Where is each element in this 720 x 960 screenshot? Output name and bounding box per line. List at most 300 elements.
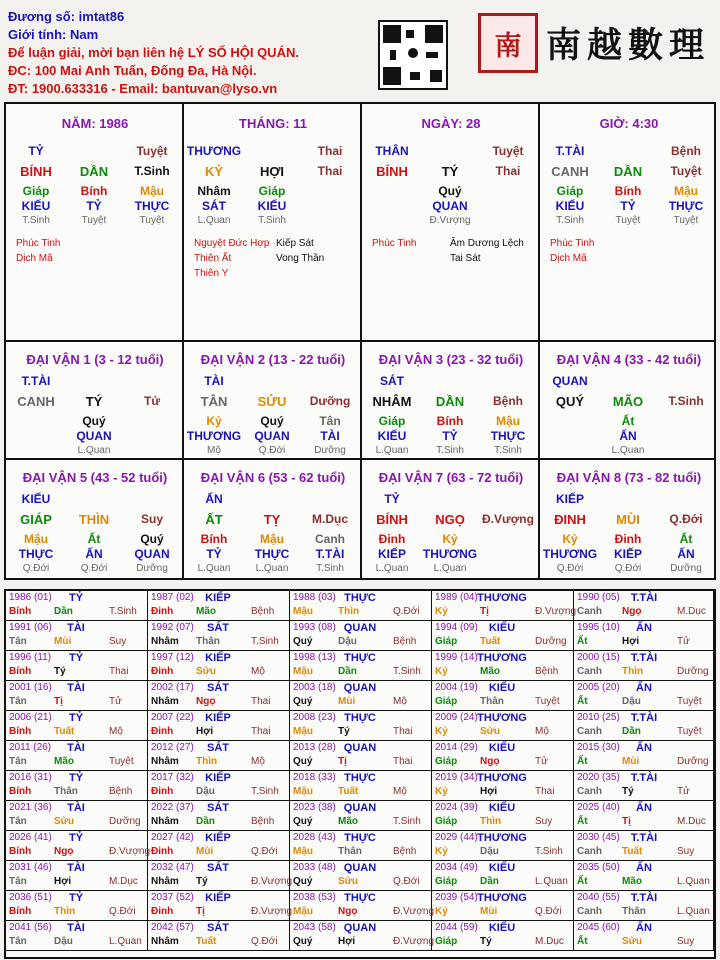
year-cell — [432, 861, 574, 891]
dai-van-2-text: TÀI — [320, 429, 340, 443]
year-stem: Đinh — [151, 606, 174, 617]
year-label: 2001 (16) — [9, 682, 52, 693]
year-branch: Dần — [338, 666, 357, 677]
dai-van-5-text: Quý — [140, 532, 164, 546]
year-branch: Tị — [480, 606, 489, 617]
year-phase: Tử — [677, 786, 690, 797]
year-cell — [148, 801, 290, 831]
year-stem: Bính — [9, 846, 32, 857]
year-god: THƯƠNG — [477, 652, 527, 664]
year-cell — [148, 891, 293, 921]
year-god: TÀI — [67, 802, 85, 814]
year-cell — [6, 801, 148, 831]
year-branch: Thìn — [338, 606, 360, 617]
year-branch: Tị — [54, 696, 63, 707]
year-stem: Kỷ — [435, 726, 448, 737]
year-cell — [574, 711, 714, 741]
year-stem: Ất — [577, 756, 588, 767]
year-cell — [148, 681, 290, 711]
dai-van-2-text: QUAN — [254, 429, 290, 443]
year-stem: Quý — [293, 936, 313, 947]
dai-van-4-title: ĐẠI VẬN 4 (33 - 42 tuổi) — [556, 352, 702, 367]
dai-van-8-text: ẤN — [677, 547, 695, 561]
pillar-4-text: DẦN — [613, 164, 643, 179]
year-god: TỶ — [68, 592, 84, 604]
year-label: 1996 (11) — [9, 652, 52, 663]
year-label: 2036 (51) — [9, 892, 52, 903]
dai-van-6-title: ĐẠI VẬN 6 (53 - 62 tuổi) — [200, 470, 346, 485]
year-label: 2003 (18) — [293, 682, 336, 693]
year-label: 2027 (42) — [151, 832, 194, 843]
year-branch: Tuất — [338, 786, 359, 797]
year-cell — [432, 741, 574, 771]
year-branch: Thân — [54, 786, 78, 797]
year-stem: Ất — [577, 936, 588, 947]
year-branch: Dần — [480, 876, 499, 887]
year-stem: Mậu — [293, 906, 313, 917]
pillar-2-text: SÁT — [202, 199, 226, 213]
year-label: 2004 (19) — [435, 682, 478, 693]
year-god: TỶ — [68, 832, 84, 844]
year-god: QUAN — [343, 802, 377, 814]
dai-van-2-text: SỬU — [257, 394, 287, 409]
year-stem: Ất — [577, 636, 588, 647]
year-phase: Q.Đới — [535, 906, 562, 917]
dai-van-4-text: ẤN — [619, 429, 637, 443]
pillar-2-star: Kiếp Sát — [276, 238, 314, 249]
pillar-3-star: Tai Sát — [450, 253, 481, 264]
dai-van-1-text: Tử — [143, 394, 161, 408]
dai-van-4-text: QUÝ — [555, 394, 585, 409]
year-cell — [574, 921, 714, 951]
year-phase: T.Sinh — [251, 636, 279, 647]
pillar-1-star: Dịch Mã — [16, 253, 53, 264]
pillar-3-text: THÂN — [375, 144, 409, 158]
dai-van-8-text: MÙI — [616, 512, 640, 527]
year-cell — [6, 741, 148, 771]
dai-van-2-text: Dưỡng — [314, 445, 346, 456]
year-phase: L.Quan — [677, 906, 710, 917]
dai-van-6-text: Canh — [315, 532, 345, 546]
year-god: ẤN — [636, 802, 652, 814]
year-label: 2012 (27) — [151, 742, 194, 753]
year-stem: Nhâm — [151, 936, 179, 947]
year-stem: Canh — [577, 786, 602, 797]
year-label: 2044 (59) — [435, 922, 478, 933]
year-stem: Ất — [577, 876, 588, 887]
dai-van-6-text: ẤN — [205, 492, 223, 506]
year-cell — [6, 831, 151, 861]
year-branch: Sửu — [480, 726, 501, 737]
year-branch: Hợi — [196, 726, 214, 737]
pillar-2-text: Thai — [317, 164, 343, 178]
year-god: THỰC — [344, 712, 376, 724]
year-branch: Sửu — [196, 666, 217, 677]
pillar-2-star: Vong Thần — [276, 253, 325, 264]
year-branch: Tý — [338, 726, 350, 737]
dai-van-3-text: Giáp — [378, 414, 406, 428]
year-label: 2043 (58) — [293, 922, 336, 933]
year-phase: Tuyệt — [109, 756, 134, 767]
year-branch: Ngọ — [196, 696, 216, 707]
year-label: 1988 (03) — [293, 592, 336, 603]
year-stem: Mậu — [293, 846, 313, 857]
year-cell — [148, 861, 293, 891]
year-god: THƯƠNG — [477, 592, 527, 604]
year-phase: T.Sinh — [393, 816, 421, 827]
year-cell — [432, 711, 574, 741]
year-branch: Mùi — [622, 756, 640, 767]
pillar-2-text: KỶ — [204, 164, 224, 179]
year-stem: Mậu — [293, 666, 313, 677]
year-label: 1994 (09) — [435, 622, 478, 633]
pillar-1-text: DẦN — [79, 164, 109, 179]
dai-van-2-text: Mộ — [207, 445, 221, 456]
year-stem: Quý — [293, 756, 313, 767]
year-stem: Nhâm — [151, 876, 179, 887]
year-cell — [6, 711, 148, 741]
year-god: KIẾU — [488, 862, 516, 874]
pillar-4-text: THỰC — [668, 199, 704, 213]
year-god: SÁT — [207, 922, 229, 934]
year-god: THỰC — [344, 832, 376, 844]
year-cell — [148, 741, 290, 771]
year-stem: Kỷ — [435, 846, 448, 857]
year-branch: Tuất — [480, 636, 501, 647]
year-cell — [574, 741, 714, 771]
dai-van-5-text: GIÁP — [20, 512, 52, 527]
year-label: 1991 (06) — [9, 622, 52, 633]
year-branch: Tuất — [622, 846, 643, 857]
year-label: 2028 (43) — [293, 832, 336, 843]
year-stem: Nhâm — [151, 636, 179, 647]
year-phase: Bệnh — [251, 816, 275, 827]
qr-code-icon[interactable] — [378, 20, 448, 90]
year-branch: Thìn — [622, 666, 644, 677]
year-phase: Thai — [109, 666, 129, 677]
year-label: 2002 (17) — [151, 682, 194, 693]
year-label: 2014 (29) — [435, 742, 478, 753]
year-god: ẤN — [636, 922, 652, 934]
year-cell — [6, 621, 148, 651]
year-phase: L.Quan — [677, 876, 710, 887]
dai-van-5-title: ĐẠI VẬN 5 (43 - 52 tuổi) — [22, 470, 168, 485]
year-stem: Đinh — [151, 906, 174, 917]
year-cell — [574, 621, 714, 651]
dai-van-7-text: TỶ — [384, 492, 400, 506]
year-branch: Mùi — [54, 636, 72, 647]
year-cell — [574, 861, 714, 891]
dai-van-6-text: M.Dục — [312, 512, 348, 526]
contact-note[interactable]: Để luận giải, mời bạn liên hệ LÝ SỐ HỘI QUÁN. — [8, 45, 299, 60]
year-phase: Suy — [677, 846, 695, 857]
year-stem: Canh — [577, 606, 602, 617]
dai-van-3-text: T.Sinh — [494, 445, 522, 456]
year-stem: Ất — [577, 816, 588, 827]
year-branch: Ngọ — [622, 606, 642, 617]
year-label: 2008 (23) — [293, 712, 336, 723]
pillar-4-text: Tuyệt — [615, 215, 641, 226]
year-god: SÁT — [207, 802, 229, 814]
dai-van-3-text: NHÂM — [372, 394, 412, 409]
pillar-2-title: THÁNG: 11 — [239, 116, 307, 131]
year-god: SÁT — [207, 682, 229, 694]
pillar-3-text: TÝ — [441, 164, 459, 179]
year-phase: Tuyệt — [677, 696, 702, 707]
year-stem: Quý — [293, 636, 313, 647]
pillar-2-text: HỢI — [259, 164, 285, 179]
year-branch: Dần — [196, 816, 215, 827]
year-god: KIẾP — [205, 892, 231, 904]
year-cell — [574, 771, 714, 801]
year-cell — [574, 591, 714, 621]
year-branch: Mão — [54, 756, 74, 767]
dai-van-8-text: KIẾP — [613, 547, 643, 561]
year-cell — [6, 591, 148, 621]
year-label: 2042 (57) — [151, 922, 194, 933]
year-stem: Đinh — [151, 666, 174, 677]
dai-van-5-text: Ất — [87, 532, 101, 546]
year-label: 2025 (40) — [577, 802, 620, 813]
year-label: 2007 (22) — [151, 712, 194, 723]
yearly-table — [4, 589, 716, 959]
pillar-1-text: Bính — [80, 184, 108, 198]
year-phase: Đ.Vượng — [251, 876, 293, 887]
year-label: 1998 (13) — [293, 652, 336, 663]
pillar-1-title: NĂM: 1986 — [61, 116, 129, 131]
year-cell — [574, 801, 714, 831]
year-stem: Kỷ — [435, 906, 448, 917]
year-branch: Thìn — [54, 906, 76, 917]
year-branch: Mão — [622, 876, 642, 887]
dai-van-6-text: Mậu — [260, 532, 284, 546]
year-stem: Canh — [577, 666, 602, 677]
pillar-4-text: CANH — [551, 164, 589, 179]
pillar-1-text: TỶ — [28, 144, 44, 158]
pillar-1-text: Tuyệt — [139, 215, 165, 226]
year-god: KIẾU — [488, 802, 516, 814]
dai-van-7-text: THƯƠNG — [422, 547, 478, 561]
year-phase: T.Sinh — [393, 666, 421, 677]
year-label: 2018 (33) — [293, 772, 336, 783]
year-phase: Tuyệt — [535, 696, 560, 707]
year-branch: Dậu — [622, 696, 641, 707]
year-phase: Q.Đới — [109, 906, 136, 917]
dai-van-1-text: L.Quan — [77, 445, 111, 456]
year-branch: Mùi — [480, 906, 498, 917]
dai-van-6-text: ẤT — [205, 512, 223, 527]
year-branch: Mão — [196, 606, 216, 617]
year-god: ẤN — [636, 682, 652, 694]
year-stem: Nhâm — [151, 756, 179, 767]
year-god: ẤN — [636, 742, 652, 754]
year-label: 2023 (38) — [293, 802, 336, 813]
year-cell — [6, 771, 148, 801]
year-branch: Thân — [622, 906, 646, 917]
seal-stamp: 南 — [478, 13, 538, 73]
dai-van-8-text: Q.Đới — [556, 563, 584, 574]
dai-van-7-text: L.Quan — [433, 563, 467, 574]
pillar-1-text: BÍNH — [20, 164, 52, 179]
year-label: 2031 (46) — [9, 862, 52, 873]
dai-van-8-text: Ất — [679, 532, 693, 546]
dai-van-3-text: SÁT — [380, 374, 404, 388]
dai-van-7-text: L.Quan — [375, 563, 409, 574]
year-phase: T.Sinh — [535, 846, 563, 857]
year-branch: Dậu — [480, 846, 499, 857]
year-god: QUAN — [343, 742, 377, 754]
year-branch: Hợi — [338, 936, 356, 947]
year-phase: L.Quan — [535, 876, 568, 887]
year-god: TỶ — [68, 772, 84, 784]
pillar-3-text: Đ.Vượng — [429, 215, 471, 226]
year-branch: Hợi — [622, 636, 640, 647]
dai-van-7-text: BÍNH — [376, 512, 408, 527]
year-phase: Suy — [535, 816, 553, 827]
dai-van-4-text: T.Sinh — [668, 394, 704, 408]
year-stem: Bính — [9, 606, 32, 617]
year-branch: Tý — [480, 936, 492, 947]
year-cell — [148, 831, 290, 861]
year-stem: Đinh — [151, 786, 174, 797]
pillar-1-text: T.Sinh — [22, 215, 50, 226]
year-phase: Q.Đới — [251, 846, 278, 857]
year-phase: M.Dục — [677, 816, 706, 827]
year-phase: T.Sinh — [109, 606, 137, 617]
year-phase: Bệnh — [535, 666, 559, 677]
year-branch: Thân — [196, 636, 220, 647]
year-cell — [290, 861, 432, 891]
year-stem: Kỷ — [435, 666, 448, 677]
brand-logo — [478, 10, 716, 76]
year-phase: Q.Đới — [393, 876, 420, 887]
year-cell — [6, 861, 148, 891]
year-label: 2024 (39) — [435, 802, 478, 813]
dai-van-8-text: Q.Đới — [669, 512, 703, 526]
year-label: 2009 (24) — [435, 712, 478, 723]
year-stem: Giáp — [435, 756, 458, 767]
pillar-4-text: Giáp — [556, 184, 584, 198]
pillar-4-star: Dịch Mã — [550, 253, 587, 264]
year-branch: Dần — [622, 726, 641, 737]
year-god: THỰC — [344, 592, 376, 604]
year-god: TỶ — [68, 892, 84, 904]
dai-van-8-text: Dưỡng — [670, 563, 702, 574]
dai-van-6-text: TỶ — [206, 547, 222, 561]
pillar-4-text: TỶ — [620, 199, 636, 213]
year-phase: Mộ — [393, 696, 407, 707]
year-phase: Tử — [109, 696, 122, 707]
year-phase: Dưỡng — [677, 666, 709, 677]
year-stem: Quý — [293, 696, 313, 707]
year-cell — [290, 741, 432, 771]
pillar-2-text: Giáp — [258, 184, 286, 198]
year-label: 2013 (28) — [293, 742, 336, 753]
year-branch: Tý — [54, 666, 66, 677]
year-phase: Tử — [677, 636, 690, 647]
phone-email[interactable]: ĐT: 1900.633316 - Email: bantuvan@lyso.vn — [8, 81, 278, 96]
year-branch: Sửu — [338, 876, 359, 887]
dai-van-5-text: THÌN — [78, 512, 110, 527]
year-stem: Giáp — [435, 936, 458, 947]
year-stem: Bính — [9, 906, 32, 917]
pillar-4-text: Bính — [614, 184, 642, 198]
dai-van-3-text: DẦN — [435, 394, 465, 409]
year-branch: Dậu — [338, 636, 357, 647]
year-branch: Dậu — [54, 936, 73, 947]
year-god: THƯƠNG — [477, 712, 527, 724]
year-god: KIẾU — [488, 922, 516, 934]
year-label: 2032 (47) — [151, 862, 194, 873]
year-cell — [432, 651, 574, 681]
year-label: 2037 (52) — [151, 892, 194, 903]
year-branch: Thìn — [480, 816, 502, 827]
year-cell — [432, 921, 574, 951]
year-label: 2020 (35) — [577, 772, 620, 783]
owner-name: Đương số: imtat86 — [8, 9, 125, 24]
dai-van-8-text: THƯƠNG — [542, 547, 598, 561]
year-label: 2033 (48) — [293, 862, 336, 873]
year-cell — [6, 651, 148, 681]
year-cell — [574, 681, 714, 711]
year-branch: Sửu — [622, 936, 643, 947]
pillar-4-title: GIỜ: 4:30 — [599, 116, 659, 131]
dai-van-6-text: T.Sinh — [316, 563, 344, 574]
dai-van-1-text: Quý — [82, 414, 106, 428]
year-label: 2026 (41) — [9, 832, 52, 843]
year-cell — [574, 831, 714, 861]
year-phase: M.Dục — [677, 606, 706, 617]
dai-van-3-text: Bính — [436, 414, 464, 428]
year-god: TÀI — [67, 862, 85, 874]
year-branch: Hợi — [480, 786, 498, 797]
year-phase: T.Sinh — [251, 786, 279, 797]
year-branch: Tuất — [196, 936, 217, 947]
year-cell — [290, 831, 432, 861]
year-god: THỰC — [344, 772, 376, 784]
dai-van-2-text: Kỷ — [206, 414, 222, 428]
dai-van-6-text: TỴ — [263, 512, 281, 527]
year-stem: Giáp — [435, 816, 458, 827]
year-branch: Dậu — [196, 786, 215, 797]
year-cell — [290, 771, 432, 801]
year-god: T.TÀI — [630, 832, 658, 844]
year-god: KIẾP — [205, 772, 231, 784]
year-label: 1987 (02) — [151, 592, 194, 603]
year-god: QUAN — [343, 682, 377, 694]
dai-van-8-title: ĐẠI VẬN 8 (73 - 82 tuổi) — [556, 470, 702, 485]
year-god: KIẾP — [205, 712, 231, 724]
dai-van-2-text: TÀI — [204, 374, 224, 388]
year-branch: Tý — [622, 786, 634, 797]
year-cell — [432, 801, 574, 831]
year-label: 2034 (49) — [435, 862, 478, 873]
year-god: TÀI — [67, 622, 85, 634]
year-stem: Ất — [577, 696, 588, 707]
dai-van-8-text: Q.Đới — [614, 563, 642, 574]
pillar-1-text: KIẾU — [21, 199, 51, 213]
year-branch: Tị — [338, 756, 347, 767]
year-god: TỶ — [68, 652, 84, 664]
year-label: 1999 (14) — [435, 652, 478, 663]
year-label: 2039 (54) — [435, 892, 478, 903]
year-label: 1995 (10) — [577, 622, 620, 633]
year-stem: Kỷ — [435, 606, 448, 617]
dai-van-2-text: TÂN — [200, 394, 228, 409]
dai-van-3-text: Mậu — [496, 414, 520, 428]
year-phase: Bệnh — [393, 636, 417, 647]
year-stem: Bính — [9, 666, 32, 677]
